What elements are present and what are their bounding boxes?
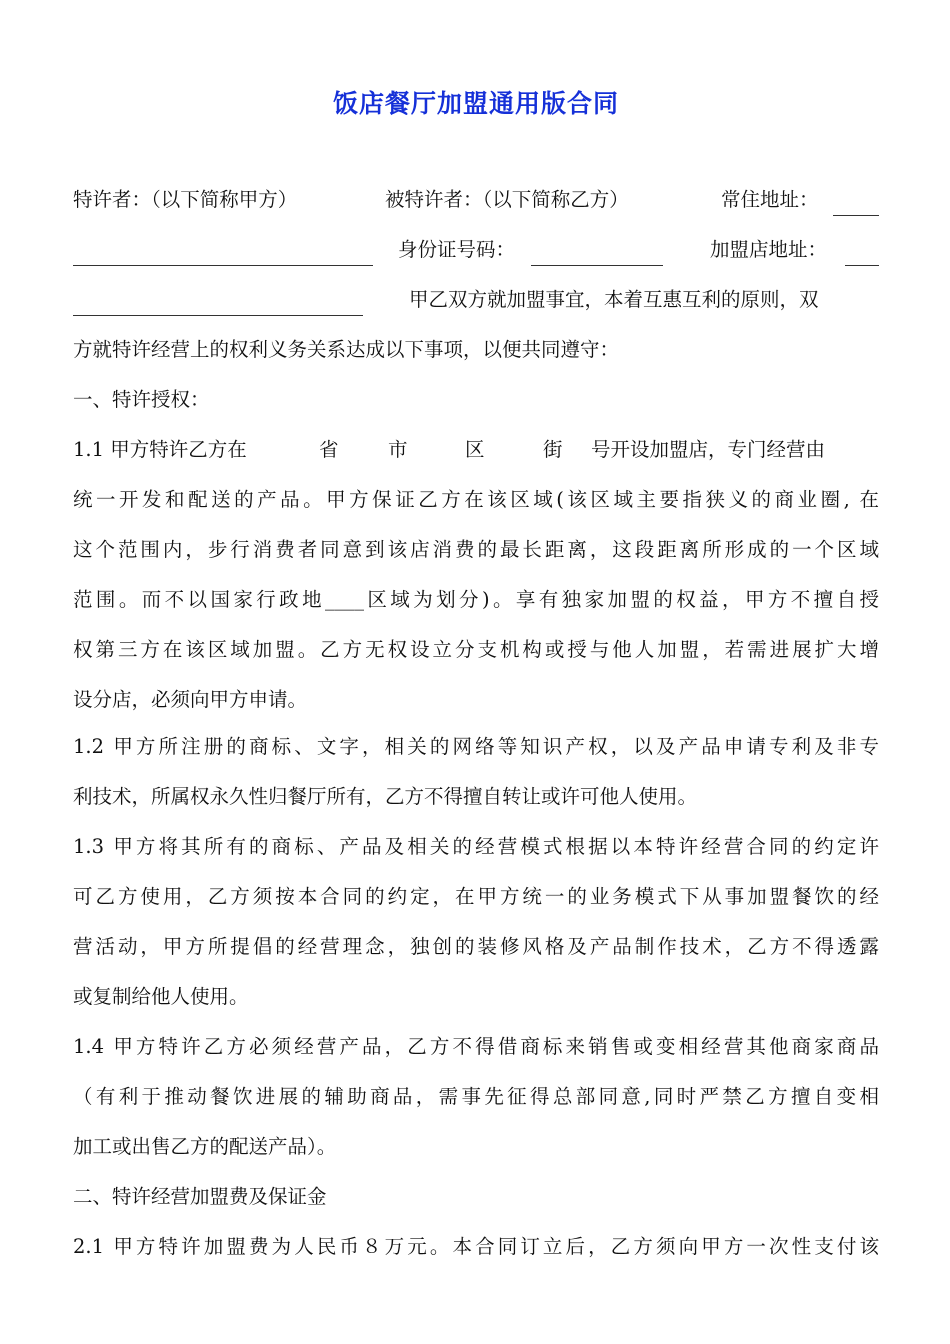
clause-1-4-line: （有利于推动餐饮进展的辅助商品，需事先征得总部同意,同时严禁乙方擅自变相 [73, 1085, 879, 1108]
store-address-blank [845, 235, 879, 266]
parties-line-1 [73, 175, 879, 225]
section-1-heading: 一、特许授权： [73, 388, 210, 411]
address-blank-continued [73, 235, 373, 266]
clause-1-4-line: 加工或出售乙方的配送产品）。 [73, 1135, 337, 1158]
id-number-blank [531, 235, 663, 266]
district-word: 区 [465, 438, 485, 461]
intro-text-end: 方就特许经营上的权利义务关系达成以下事项，以便共同遵守： [73, 338, 620, 361]
clause-1-1-line: 范围。而不以国家行政地____区域为划分)。享有独家加盟的权益，甲方不擅自授 [73, 588, 879, 611]
franchisor-label: 特许者：（以下简称甲方） [73, 188, 298, 211]
city-word: 市 [388, 438, 408, 461]
clause-1-4-line: 1.4 甲方特许乙方必须经营产品，乙方不得借商标来销售或变相经营其他商家商品 [73, 1035, 879, 1058]
address-blank [833, 185, 879, 216]
clause-1-3-line: 或复制给他人使用。 [73, 985, 249, 1008]
parties-line-2 [73, 225, 879, 275]
franchisee-label: 被特许者：（以下简称乙方） [385, 188, 629, 211]
store-address-label: 加盟店地址： [710, 238, 828, 261]
clause-1-3-line: 营活动，甲方所提倡的经营理念，独创的装修风格及产品制作技术，乙方不得透露 [73, 935, 879, 958]
clause-1-1-lead-tail: 号开设加盟店，专门经营由 [591, 438, 826, 461]
clause-1-1-line: 统一开发和配送的产品。甲方保证乙方在该区域(该区域主要指狭义的商业圈, 在 [73, 488, 879, 511]
clause-1-2-line: 1.2 甲方所注册的商标、文字，相关的网络等知识产权，以及产品申请专利及非专 [73, 735, 879, 758]
street-word: 街 [543, 438, 563, 461]
clause-1-1-lead: 1.1 甲方特许乙方在 [73, 438, 247, 461]
clause-1-2-line: 利技术，所属权永久性归餐厅所有，乙方不得擅自转让或许可他人使用。 [73, 785, 698, 808]
parties-line-3 [73, 275, 879, 325]
clause-1-1-first-line [73, 425, 879, 475]
document-title: 饭店餐厅加盟通用版合同 [332, 89, 619, 118]
clause-1-1-line: 这个范围内，步行消费者同意到该店消费的最长距离，这段距离所形成的一个区域 [73, 538, 879, 561]
store-address-blank-continued [73, 285, 363, 316]
clause-1-3-line: 可乙方使用，乙方须按本合同的约定，在甲方统一的业务模式下从事加盟餐饮的经 [73, 885, 879, 908]
intro-text-start: 甲乙双方就加盟事宜，本着互惠互利的原则，双 [409, 288, 819, 311]
clause-1-1-line: 权第三方在该区域加盟。乙方无权设立分支机构或授与他人加盟，若需进展扩大增 [73, 638, 879, 661]
clause-1-1-line: 设分店，必须向甲方申请。 [73, 688, 308, 711]
clause-1-3-line: 1.3 甲方将其所有的商标、产品及相关的经营模式根据以本特许经营合同的约定许 [73, 835, 879, 858]
address-label: 常住地址： [721, 188, 819, 211]
province-word: 省 [319, 438, 339, 461]
clause-2-1-line: 2.1 甲方特许加盟费为人民币８万元。本合同订立后，乙方须向甲方一次性支付该 [73, 1235, 879, 1258]
id-number-label: 身份证号码： [398, 238, 516, 261]
section-2-heading: 二、特许经营加盟费及保证金 [73, 1185, 327, 1208]
